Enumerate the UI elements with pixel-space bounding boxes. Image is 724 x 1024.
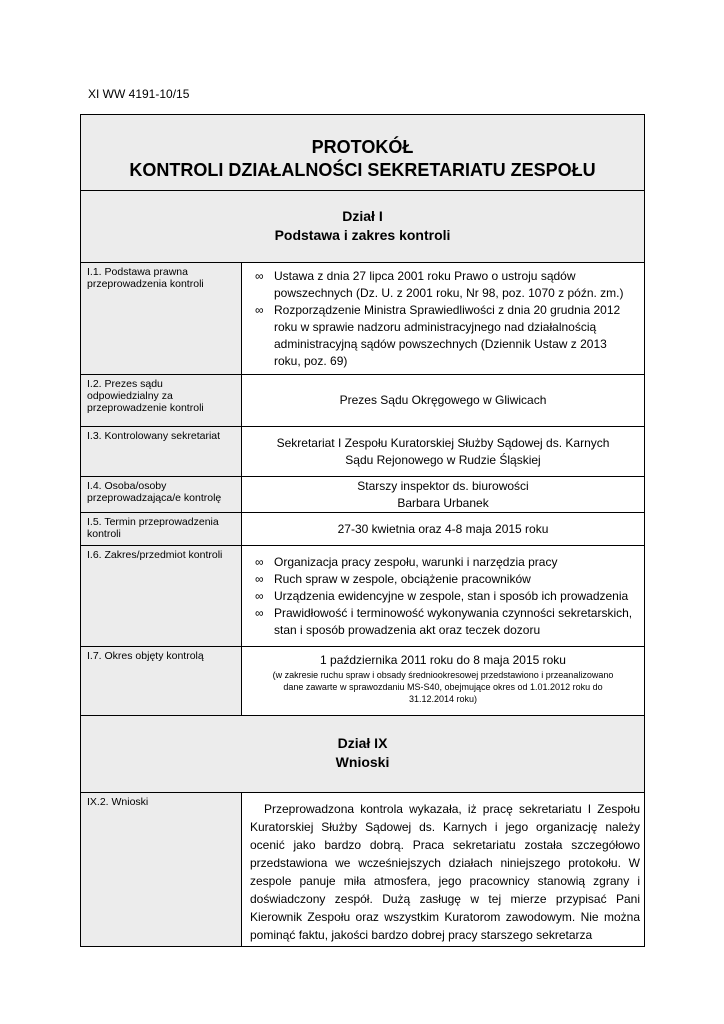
section-1-title: Podstawa i zakres kontroli: [274, 227, 451, 243]
section-9-header: [81, 716, 645, 793]
scope-item-3: ∞ Urządzenia ewidencyjne w zespole, stan i sposób ich prowadzenia: [255, 589, 629, 603]
row-label-date: I.5. Termin przeprowadzenia kontroli: [81, 513, 242, 546]
legal-basis-item-2: ∞ Rozporządzenie Ministra Sprawiedliwości z dnia 20 grudnia 2012 roku w sprawie nadzoru administracyjnego nad działalnością administracyjną sądów powszechnych (Dziennik Ustaw z 2013 roku, poz. 69): [255, 303, 621, 368]
section-1-header: [81, 191, 645, 263]
row-label-legal-basis: I.1. Podstawa prawna przeprowadzenia kontroli: [81, 263, 242, 375]
scope-item-2: ∞ Ruch spraw w zespole, obciążenie pracowników: [255, 572, 531, 586]
row-label-court-president: I.2. Prezes sądu odpowiedzialny za przeprowadzenie kontroli: [81, 375, 242, 427]
section-9-number: Dział IX: [337, 735, 388, 751]
row-label-inspector: I.4. Osoba/osoby przeprowadzająca/e kontrolę: [81, 477, 242, 513]
scope-item-4: ∞ Prawidłowość i terminowość wykonywania czynności sekretarskich, stan i sposób prowadzenia akt oraz teczek dozoru: [255, 606, 633, 637]
row-value-conclusions: Przeprowadzona kontrola wykazała, iż pracę sekretariatu I Zespołu Kuratorskiej Służby Sądowej ds. Karnych i jego organizację należy ocenić jako bardzo dobrą. Praca sekretariatu została szczegółowo przedstawiona we wcześniejszych działach niniejszego protokołu. W zespole panuje miła atmosfera, jego pracownicy stanowią zgrany i doświadczony zespół. Dużą zasługę w tej mierze przypisać Pani Kierownik Zespołu oraz wszystkim Kuratorom zawodowym. Nie można pominąć faktu, jakości bardzo dobrej pracy starszego sekretarza: [242, 793, 645, 947]
row-value-scope: [242, 546, 645, 647]
protocol-table: [80, 114, 645, 947]
row-label-secretariat: I.3. Kontrolowany sekretariat: [81, 427, 242, 477]
row-value-court-president: Prezes Sądu Okręgowego w Gliwicach: [242, 375, 645, 427]
period-note: (w zakresie ruchu spraw i obsady średniookresowej przedstawiono i przeanalizowano dane zawarte w sprawozdaniu MS-S40, obejmujące okres od 1.01.2012 roku do 31.12.2014 roku): [272, 670, 614, 704]
section-9-title: Wnioski: [335, 754, 390, 770]
legal-basis-item-1: ∞ Ustawa z dnia 27 lipca 2001 roku Prawo o ustroju sądów powszechnych (Dz. U. z 2001 roku, Nr 98, poz. 1070 z późn. zm.): [255, 269, 624, 300]
title-line-1: PROTOKÓŁ: [311, 137, 414, 157]
scope-item-1: ∞ Organizacja pracy zespołu, warunki i narzędzia pracy: [255, 555, 558, 569]
row-value-secretariat: Sekretariat I Zespołu Kuratorskiej Służby Sądowej ds. Karnych Sądu Rejonowego w Rudzie Śląskiej: [242, 427, 645, 477]
row-label-conclusions: IX.2. Wnioski: [81, 793, 242, 947]
section-1-number: Dział I: [342, 208, 383, 224]
row-value-inspector: Starszy inspektor ds. biurowości Barbara Urbanek: [242, 477, 645, 513]
row-value-period: [242, 647, 645, 716]
row-label-period: I.7. Okres objęty kontrolą: [81, 647, 242, 716]
document-reference: XI WW 4191-10/15: [88, 87, 190, 101]
title-line-2: KONTROLI DZIAŁALNOŚCI SEKRETARIATU ZESPOŁU: [129, 160, 596, 180]
period-range: 1 października 2011 roku do 8 maja 2015 roku: [320, 653, 566, 667]
row-label-scope: I.6. Zakres/przedmiot kontroli: [81, 546, 242, 647]
row-value-date: 27-30 kwietnia oraz 4-8 maja 2015 roku: [242, 513, 645, 546]
document-title: [81, 115, 645, 191]
row-value-legal-basis: [242, 263, 645, 375]
